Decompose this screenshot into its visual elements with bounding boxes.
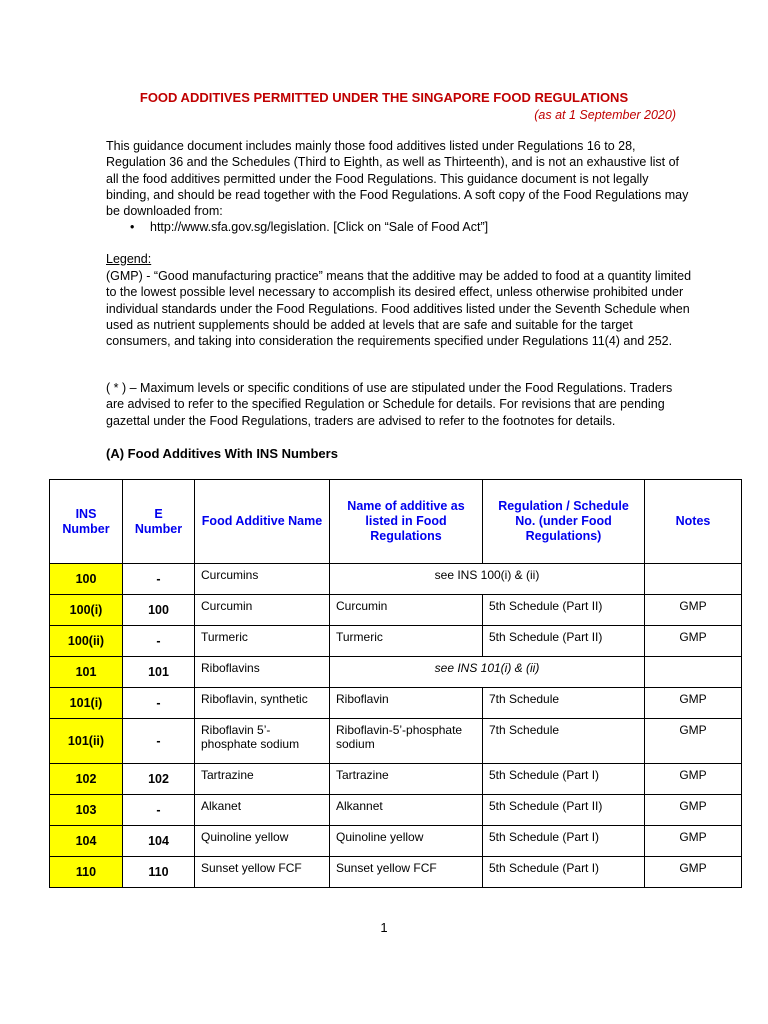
table-row — [50, 795, 742, 826]
regulation-cell: 7th Schedule — [483, 688, 645, 719]
listed-cell: Turmeric — [330, 626, 483, 657]
regulation-cell: 5th Schedule (Part II) — [483, 626, 645, 657]
ins-cell: 104 — [50, 826, 123, 857]
e-cell: - — [123, 626, 195, 657]
food-additives-table — [49, 479, 742, 888]
ins-cell: 101(ii) — [50, 719, 123, 764]
notes-cell: GMP — [645, 626, 742, 657]
e-cell: 101 — [123, 657, 195, 688]
table-row — [50, 564, 742, 595]
see-also-cell: see INS 100(i) & (ii) — [330, 564, 645, 595]
name-cell: Sunset yellow FCF — [195, 857, 330, 888]
as-at-date: (as at 1 September 2020) — [534, 108, 676, 122]
listed-cell: Tartrazine — [330, 764, 483, 795]
notes-cell: GMP — [645, 795, 742, 826]
e-cell: 102 — [123, 764, 195, 795]
listed-cell: Riboflavin — [330, 688, 483, 719]
legislation-link[interactable]: http://www.sfa.gov.sg/legislation. [Click on “Sale of Food Act”] — [150, 220, 489, 234]
name-cell: Riboflavin, synthetic — [195, 688, 330, 719]
bullet-dot-icon: • — [130, 220, 135, 234]
col-e-number: E Number — [123, 480, 195, 564]
page-number: 1 — [380, 920, 388, 935]
regulation-cell: 5th Schedule (Part I) — [483, 764, 645, 795]
notes-cell: GMP — [645, 826, 742, 857]
name-cell: Curcumin — [195, 595, 330, 626]
regulation-cell: 5th Schedule (Part II) — [483, 795, 645, 826]
name-cell: Turmeric — [195, 626, 330, 657]
e-cell: - — [123, 719, 195, 764]
table-row — [50, 826, 742, 857]
asterisk-note: ( * ) – Maximum levels or specific conditions of use are stipulated under the Food Regulations. Traders are advised to refer to the specified Regulation or Schedule for details. For revisions that are pending gazettal under the Food Regulations, traders are advised to refer to the footnotes for details. — [106, 381, 673, 428]
name-cell: Curcumins — [195, 564, 330, 595]
listed-cell: Quinoline yellow — [330, 826, 483, 857]
intro-text: This guidance document includes mainly those food additives listed under Regulations 16 to 28, Regulation 36 and the Schedules (Third to Eighth, as well as Thirteenth), and is not an exhaustive list of all the food additives permitted under the Food Regulations. This guidance document is not legally binding, and should be read together with the Food Regulations. A soft copy of the Food Regulations may be downloaded from: — [106, 139, 689, 219]
listed-cell: Curcumin — [330, 595, 483, 626]
notes-cell: GMP — [645, 857, 742, 888]
regulation-cell: 5th Schedule (Part I) — [483, 857, 645, 888]
col-food-additive-name: Food Additive Name — [195, 480, 330, 564]
ins-cell: 100 — [50, 564, 123, 595]
notes-cell: GMP — [645, 764, 742, 795]
listed-cell: Alkannet — [330, 795, 483, 826]
legend-text: (GMP) - “Good manufacturing practice” means that the additive may be added to food at a quantity limited to the lowest possible level necessary to accomplish its desired effect, unless otherwise prohibited under individual standards under the Food Regulations. Food additives listed under the Seventh Schedule when used as nutrient supplements should be added at levels that are safe and suitable for the target consumers, and taking into consideration the requirements specified under Regulations 11(4) and 252. — [106, 269, 692, 349]
notes-cell: GMP — [645, 595, 742, 626]
e-cell: - — [123, 688, 195, 719]
legend-heading: Legend: — [106, 252, 152, 266]
table-row — [50, 688, 742, 719]
notes-cell — [645, 564, 742, 595]
table-row — [50, 626, 742, 657]
e-cell: 110 — [123, 857, 195, 888]
ins-cell: 110 — [50, 857, 123, 888]
table-row — [50, 657, 742, 688]
ins-cell: 101 — [50, 657, 123, 688]
table-row — [50, 764, 742, 795]
notes-cell: GMP — [645, 719, 742, 764]
col-notes: Notes — [645, 480, 742, 564]
name-cell: Tartrazine — [195, 764, 330, 795]
document-title: FOOD ADDITIVES PERMITTED UNDER THE SINGAPORE FOOD REGULATIONS — [139, 90, 629, 105]
intro-paragraph — [106, 138, 692, 219]
ins-cell: 102 — [50, 764, 123, 795]
name-cell: Riboflavin 5’-phosphate sodium — [195, 719, 330, 764]
ins-cell: 100(i) — [50, 595, 123, 626]
regulation-cell: 7th Schedule — [483, 719, 645, 764]
notes-cell: GMP — [645, 688, 742, 719]
regulation-cell: 5th Schedule (Part I) — [483, 826, 645, 857]
see-also-cell: see INS 101(i) & (ii) — [330, 657, 645, 688]
listed-cell: Riboflavin-5’-phosphate sodium — [330, 719, 483, 764]
table-row — [50, 719, 742, 764]
name-cell: Riboflavins — [195, 657, 330, 688]
ins-cell: 101(i) — [50, 688, 123, 719]
name-cell: Quinoline yellow — [195, 826, 330, 857]
notes-cell — [645, 657, 742, 688]
regulation-cell: 5th Schedule (Part II) — [483, 595, 645, 626]
col-regulation: Regulation / Schedule No. (under Food Regulations) — [483, 480, 645, 564]
table-row — [50, 595, 742, 626]
col-ins-number: INS Number — [50, 480, 123, 564]
ins-cell: 100(ii) — [50, 626, 123, 657]
e-cell: - — [123, 564, 195, 595]
name-cell: Alkanet — [195, 795, 330, 826]
table-header-row — [50, 480, 742, 564]
section-heading: (A) Food Additives With INS Numbers — [106, 446, 338, 461]
e-cell: 104 — [123, 826, 195, 857]
e-cell: 100 — [123, 595, 195, 626]
bullet-item — [130, 220, 488, 234]
ins-cell: 103 — [50, 795, 123, 826]
table-row — [50, 857, 742, 888]
col-listed-name: Name of additive as listed in Food Regulations — [330, 480, 483, 564]
e-cell: - — [123, 795, 195, 826]
listed-cell: Sunset yellow FCF — [330, 857, 483, 888]
